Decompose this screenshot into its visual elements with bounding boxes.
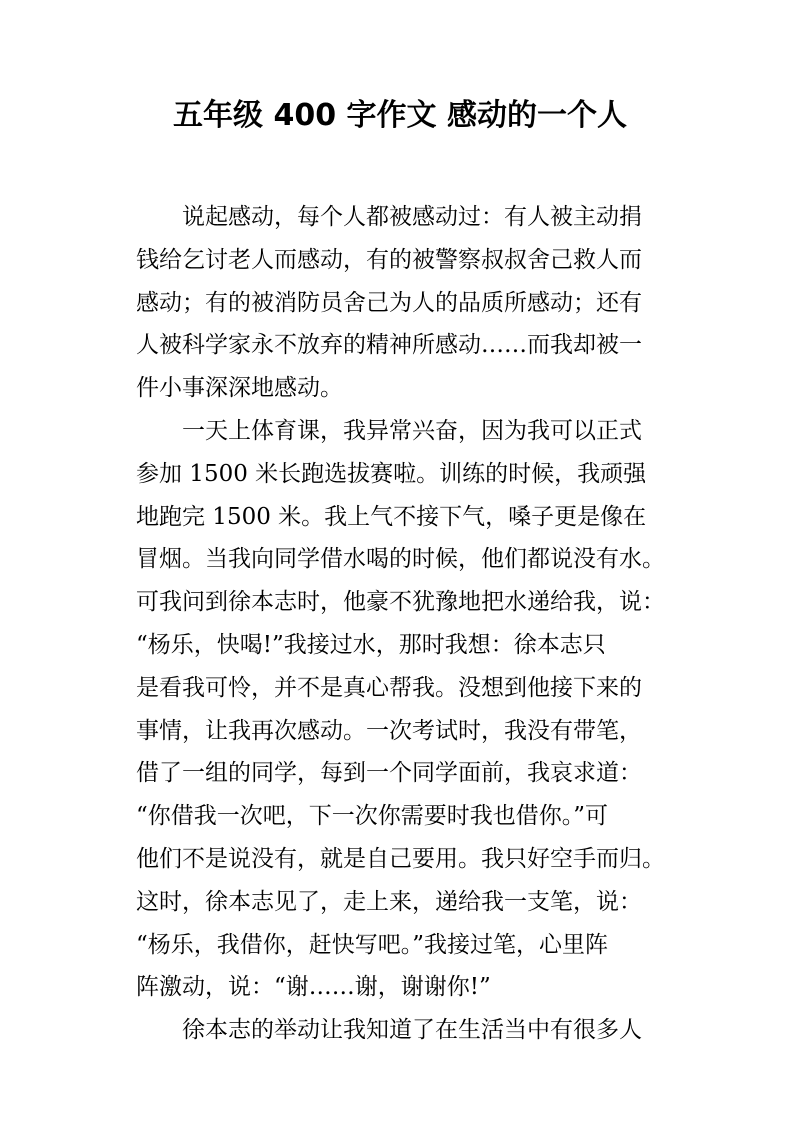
essay-body [136, 196, 676, 1052]
text-line: 人被科学家永不放弃的精神所感动……而我却被一 [136, 332, 642, 359]
text-line: 可我问到徐本志时，他豪不犹豫地把水递给我，说： [136, 589, 665, 616]
text-line: 借了一组的同学，每到一个同学面前，我哀求道： [136, 760, 642, 787]
text-line: “杨乐，我借你，赶快写吧。”我接过笔，心里阵 [136, 931, 609, 958]
text-line: “你借我一次吧，下一次你需要时我也借你。”可 [136, 803, 609, 830]
text-line: 冒烟。当我向同学借水喝的时候，他们都说没有水。 [136, 546, 665, 573]
text-line: 说起感动，每个人都被感动过：有人被主动捐 [182, 204, 642, 230]
text-line: 这时，徐本志见了，走上来，递给我一支笔，说： [136, 888, 642, 915]
text-line: 阵激动，说：“谢……谢，谢谢你!” [136, 974, 491, 1001]
document-title: 五年级 400 字作文 感动的一个人 [173, 98, 627, 133]
text-line: 件小事深深地感动。 [136, 375, 343, 402]
text-line: 参加 1500 米长跑选拔赛啦。训练的时候，我顽强 [136, 460, 647, 487]
text-line: 感动；有的被消防员舍己为人的品质所感动；还有 [136, 289, 642, 316]
text-line: 他们不是说没有，就是自己要用。我只好空手而归。 [136, 845, 665, 872]
text-line: 是看我可怜，并不是真心帮我。没想到他接下来的 [136, 674, 642, 701]
text-line: 钱给乞讨老人而感动，有的被警察叔叔舍己救人而 [136, 246, 642, 273]
text-line: 地跑完 1500 米。我上气不接下气，嗓子更是像在 [136, 503, 647, 530]
text-line: 徐本志的举动让我知道了在生活当中有很多人 [182, 1017, 642, 1044]
text-line: 事情，让我再次感动。一次考试时，我没有带笔， [136, 717, 642, 744]
text-line: “杨乐，快喝!”我接过水，那时我想：徐本志只 [136, 631, 606, 658]
text-line: 一天上体育课，我异常兴奋，因为我可以正式 [182, 417, 642, 444]
